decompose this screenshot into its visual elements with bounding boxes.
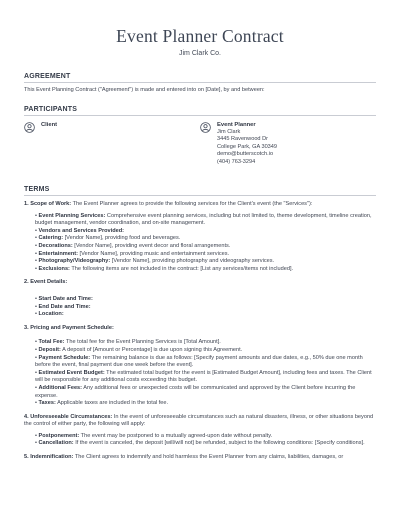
- bullet-label: Decorations:: [38, 243, 73, 249]
- term-paragraph: [24, 279, 376, 287]
- bullet-text: The total fee for the Event Planning Services is [Total Amount].: [64, 339, 221, 346]
- list-item: • Location:: [35, 311, 64, 318]
- bullet-text: [Vendor Name], providing photography and videography services.: [110, 258, 275, 265]
- agreement-heading: AGREEMENT: [24, 73, 71, 80]
- term-paragraph: [24, 325, 376, 333]
- client-block: [24, 122, 200, 166]
- user-icon: [24, 122, 35, 133]
- term-bullets: [24, 296, 376, 319]
- bullet-text: [Vendor Name], providing music and entertainment services.: [78, 250, 230, 257]
- planner-address-line-1: 3445 Ravenwood Dr: [217, 136, 268, 143]
- terms-heading: TERMS: [24, 186, 50, 194]
- bullet-label: Postponement:: [38, 432, 80, 439]
- planner-phone: (404) 763-3294: [217, 158, 256, 165]
- agreement-divider: [24, 82, 376, 83]
- planner-address-line-2: College Park, GA 30349: [217, 143, 278, 150]
- term-bullets: [24, 213, 376, 274]
- planner-block: [200, 122, 376, 166]
- planner-email[interactable]: demo@butterscotch.io: [217, 151, 274, 158]
- bullet-text: Applicable taxes are included in the total fee.: [55, 400, 169, 407]
- term-scope-of-work: [24, 201, 376, 273]
- terms-section: [24, 186, 376, 462]
- term-unforeseeable: [24, 414, 376, 448]
- bullet-label: Exclusions:: [38, 265, 70, 272]
- terms-divider: [24, 195, 376, 196]
- bullet-label: Estimated Event Budget:: [38, 369, 105, 376]
- bullet-text: A deposit of [Amount or Percentage] is due upon signing this Agreement.: [60, 346, 243, 353]
- bullet-text: Comprehensive event planning services, including but not limited to, theme development, timeline creation, budget management, vendor coordination, and on-site management.: [35, 212, 372, 227]
- bullet-label: Entertainment:: [38, 250, 78, 257]
- term-title: 1. Scope of Work:: [24, 201, 72, 208]
- bullet-label: Photography/Videography:: [38, 258, 111, 265]
- participants-divider: [24, 115, 376, 116]
- bullet-label: Cancellation:: [38, 440, 74, 447]
- list-item: • Exclusions: The following items are not included in the contract: [List any services/items not included].: [35, 265, 294, 272]
- term-text: The Event Planner agrees to provide the following services for the Client's event (the "Services"):: [71, 201, 313, 208]
- term-title: 2. Event Details:: [24, 279, 68, 286]
- term-paragraph: [24, 454, 376, 462]
- bullet-text: If the event is canceled, the deposit [will/will not] be refunded, subject to the following conditions: [Specify conditions].: [73, 440, 365, 447]
- term-title: 5. Indemnification:: [24, 454, 74, 461]
- term-bullets: [24, 339, 376, 407]
- bullet-label: Deposit:: [38, 346, 61, 353]
- bullet-label: Vendors and Services Provided:: [38, 227, 125, 234]
- bullet-label: Additional Fees:: [38, 384, 83, 391]
- page-title: Event Planner Contract: [116, 26, 284, 46]
- term-text: The Client agrees to indemnify and hold harmless the Event Planner from any claims, liabilities, damages, or: [73, 454, 344, 461]
- list-item: • Catering: [Vendor Name], providing food and beverages.: [35, 235, 181, 242]
- list-item: • Start Date and Time:: [35, 295, 93, 302]
- list-item: • Total Fee: The total fee for the Event Planning Services is [Total Amount].: [35, 339, 221, 346]
- bullet-label: Location:: [38, 311, 64, 318]
- bullet-label: Total Fee:: [38, 339, 65, 346]
- company-name: Jim Clark Co.: [178, 50, 221, 57]
- bullet-label: Catering:: [38, 235, 64, 242]
- bullet-label: Taxes:: [38, 400, 56, 407]
- user-icon: [200, 122, 211, 133]
- term-title: 4. Unforeseeable Circumstances:: [24, 413, 113, 420]
- list-item: • Cancellation: If the event is canceled, the deposit [will/will not] be refunded, subject to the following conditions: [Specify conditions].: [35, 440, 365, 447]
- bullet-label: End Date and Time:: [38, 303, 91, 310]
- bullet-text: The following items are not included in the contract: [List any services/items not included].: [69, 265, 294, 272]
- participants-section: [24, 106, 376, 166]
- term-indemnification: [24, 454, 376, 462]
- term-bullets: [24, 433, 376, 448]
- bullet-label: Start Date and Time:: [38, 295, 93, 302]
- bullet-text: [Vendor Name], providing food and beverages.: [63, 235, 181, 242]
- planner-label: Event Planner: [217, 121, 256, 128]
- term-text: In the event of unforeseeable circumstances such as natural disasters, illness, or other situations beyond the control of either party, the following will apply:: [24, 413, 374, 428]
- planner-name: Jim Clark: [217, 129, 241, 135]
- agreement-text: This Event Planning Contract ("Agreement") is made and entered into on [Date], by and between:: [24, 87, 265, 93]
- list-item: • Photography/Videography: [Vendor Name], providing photography and videography services.: [35, 258, 275, 265]
- bullet-text: [Vendor Name], providing event decor and floral arrangements.: [72, 243, 231, 249]
- participants-heading: PARTICIPANTS: [24, 105, 78, 113]
- list-item: • Event Planning Services: Comprehensive event planning services, including but not limited to, theme development, timeline creation, budget management, vendor coordination, and on-site management.: [35, 212, 372, 227]
- list-item: • Decorations: [Vendor Name], providing event decor and floral arrangements.: [35, 243, 231, 249]
- bullet-text: The estimated total budget for the event is [Estimated Budget Amount], including fees and taxes. The Client will be responsible for any additional costs exceeding this budget.: [35, 369, 372, 384]
- bullet-label: Payment Schedule:: [38, 354, 91, 361]
- list-item: • End Date and Time:: [35, 303, 91, 310]
- list-item: • Vendors and Services Provided:: [35, 227, 125, 234]
- bullet-text: The remaining balance is due as follows: [Specify payment amounts and due dates, e.g., 50% due one month before the event, final payment due one week before the event].: [35, 354, 363, 369]
- list-item: • Deposit: A deposit of [Amount or Percentage] is due upon signing this Agreement.: [35, 346, 243, 353]
- list-item: • Payment Schedule: The remaining balance is due as follows: [Specify payment amounts and due dates, e.g., 50% due one month before the event, final payment due one week before the event].: [35, 354, 363, 369]
- bullet-text: Any additional fees or unexpected costs will be communicated and approved by the Client before incurring the expense.: [35, 384, 356, 399]
- list-item: • Entertainment: [Vendor Name], providing music and entertainment services.: [35, 250, 230, 257]
- agreement-section: [24, 73, 376, 95]
- term-event-details: [24, 279, 376, 318]
- bullet-text: The event may be postponed to a mutually agreed-upon date without penalty.: [79, 432, 273, 439]
- participants-row: [24, 122, 376, 166]
- term-pricing: [24, 325, 376, 408]
- term-paragraph: [24, 414, 376, 429]
- list-item: • Estimated Event Budget: The estimated total budget for the event is [Estimated Budget Amount], including fees and taxes. The Client will be responsible for any additional costs exceeding this budget.: [35, 369, 372, 384]
- list-item: • Taxes: Applicable taxes are included in the total fee.: [35, 400, 169, 407]
- term-paragraph: [24, 201, 376, 209]
- list-item: • Additional Fees: Any additional fees or unexpected costs will be communicated and approved by the Client before incurring the expense.: [35, 384, 356, 399]
- client-label: Client: [41, 121, 58, 128]
- term-title: 3. Pricing and Payment Schedule:: [24, 324, 114, 331]
- list-item: • Postponement: The event may be postponed to a mutually agreed-upon date without penalty.: [35, 432, 273, 439]
- bullet-label: Event Planning Services:: [38, 212, 106, 219]
